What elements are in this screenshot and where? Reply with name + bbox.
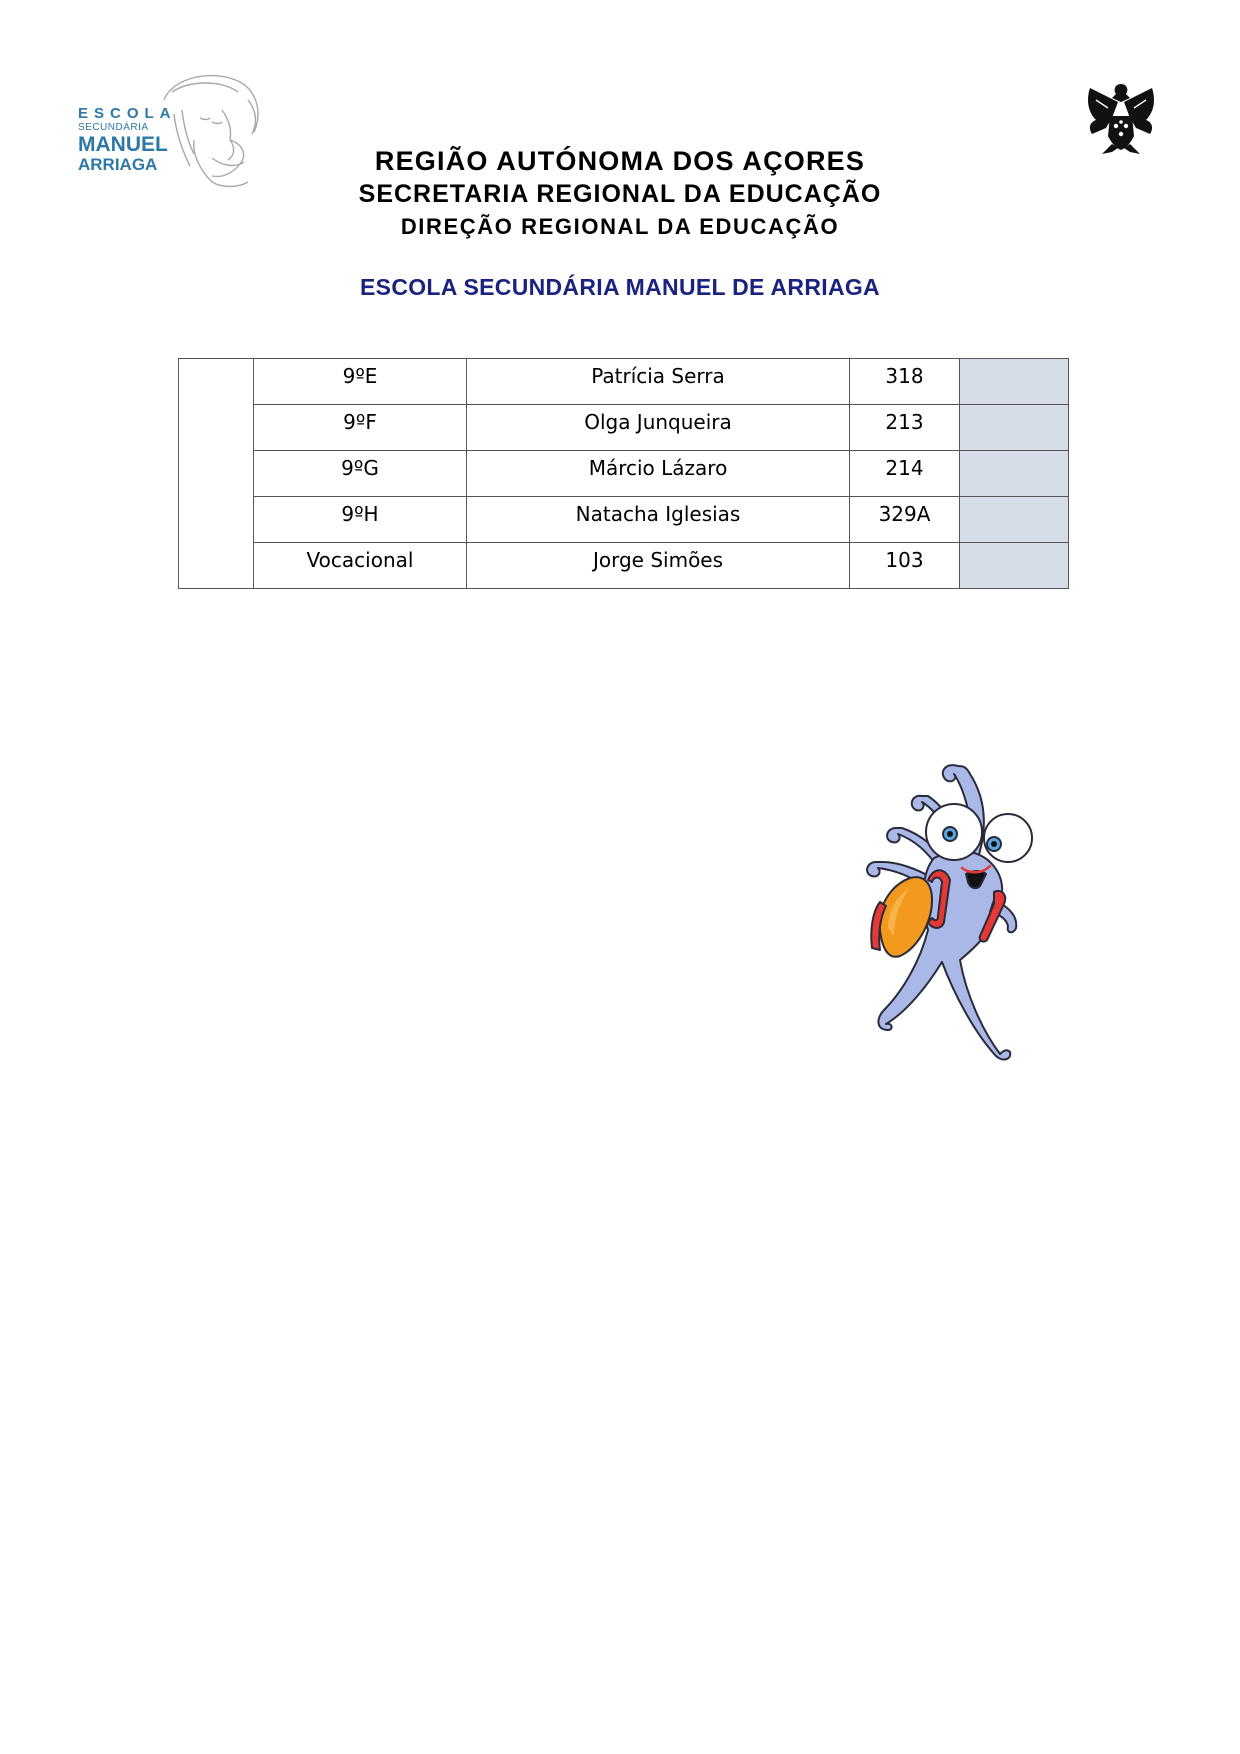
school-title: ESCOLA SECUNDÁRIA MANUEL DE ARRIAGA bbox=[360, 274, 880, 300]
table-row bbox=[179, 405, 1069, 451]
group-cell bbox=[179, 359, 254, 589]
shaded-cell bbox=[960, 359, 1069, 405]
room-cell: 213 bbox=[850, 405, 960, 451]
secretariat-title: SECRETARIA REGIONAL DA EDUCAÇÃO bbox=[358, 180, 882, 208]
room-cell: 329A bbox=[850, 497, 960, 543]
region-title: REGIÃO AUTÓNOMA DOS AÇORES bbox=[374, 146, 866, 176]
class-cell: 9ºF bbox=[254, 405, 467, 451]
shaded-cell bbox=[960, 543, 1069, 589]
shaded-cell bbox=[960, 497, 1069, 543]
class-cell: 9ºG bbox=[254, 451, 467, 497]
table-row bbox=[179, 451, 1069, 497]
teacher-cell: Jorge Simões bbox=[467, 543, 850, 589]
teacher-cell: Patrícia Serra bbox=[467, 359, 850, 405]
logo-line-4: ARRIAGA bbox=[78, 155, 158, 174]
logo-line-3: MANUEL bbox=[78, 133, 168, 156]
octopus-mascot bbox=[862, 762, 1062, 1080]
class-roster-table bbox=[178, 358, 1069, 589]
room-cell: 214 bbox=[850, 451, 960, 497]
table-row bbox=[179, 359, 1069, 405]
room-cell: 318 bbox=[850, 359, 960, 405]
class-cell: 9ºE bbox=[254, 359, 467, 405]
teacher-cell: Olga Junqueira bbox=[467, 405, 850, 451]
octopus-mascot-icon bbox=[862, 762, 1062, 1080]
teacher-cell: Márcio Lázaro bbox=[467, 451, 850, 497]
table-row bbox=[179, 497, 1069, 543]
shaded-cell bbox=[960, 405, 1069, 451]
directorate-title: DIREÇÃO REGIONAL DA EDUCAÇÃO bbox=[400, 214, 840, 239]
logo-line-2: SECUNDÁRIA bbox=[78, 122, 149, 133]
logo-line-1: ESCOLA bbox=[78, 105, 177, 122]
table-row bbox=[179, 543, 1069, 589]
teacher-cell: Natacha Iglesias bbox=[467, 497, 850, 543]
class-cell: Vocacional bbox=[254, 543, 467, 589]
shaded-cell bbox=[960, 451, 1069, 497]
class-cell: 9ºH bbox=[254, 497, 467, 543]
room-cell: 103 bbox=[850, 543, 960, 589]
